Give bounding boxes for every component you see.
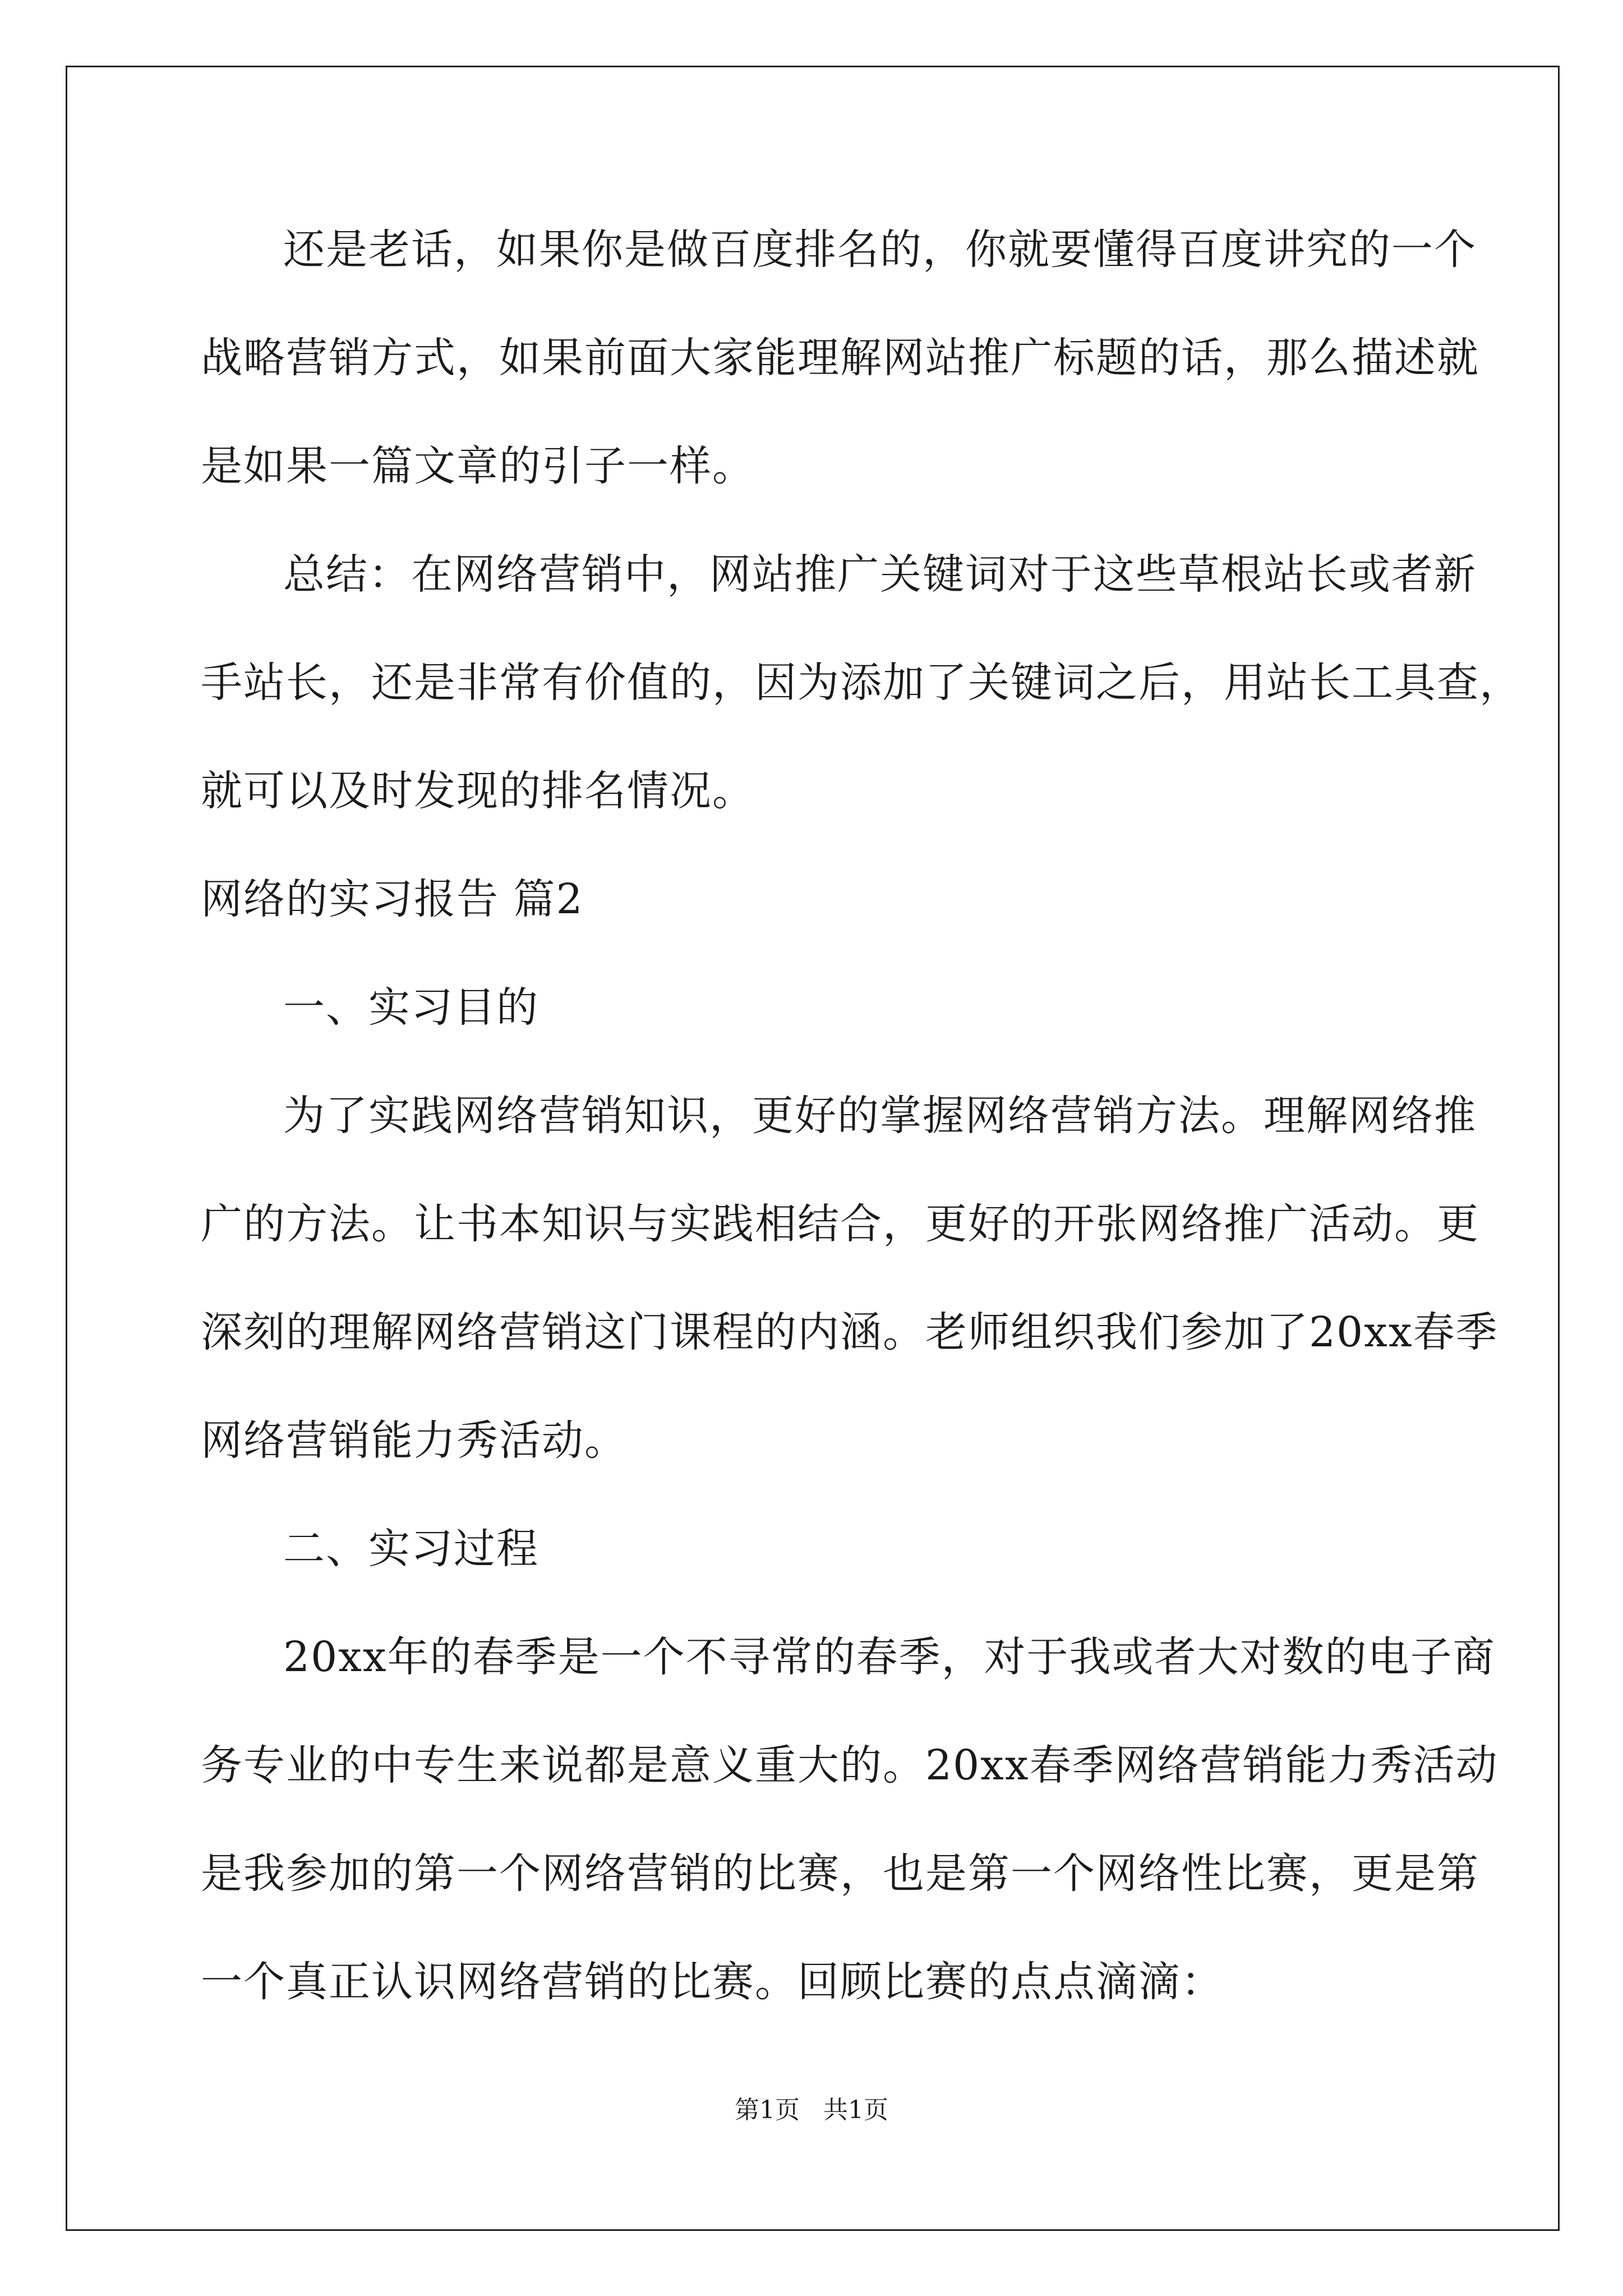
paragraph-line: 深刻的理解网络营销这门课程的内涵。老师组织我们参加了20xx春季 — [201, 1308, 1498, 1356]
paragraph-line: 一个真正认识网络营销的比赛。回顾比赛的点点滴滴： — [201, 1958, 1224, 2006]
paragraph-line: 就可以及时发现的排名情况。 — [201, 767, 755, 815]
page-footer: 第1页 共1页 — [735, 2096, 888, 2124]
paragraph-line: 广的方法。让书本知识与实践相结合，更好的开张网络推广活动。更 — [201, 1200, 1479, 1248]
paragraph-line: 战略营销方式，如果前面大家能理解网站推广标题的话，那么描述就 — [201, 334, 1479, 382]
paragraph-line: 是如果一篇文章的引子一样。 — [201, 442, 755, 490]
section-heading: 网络的实习报告 篇2 — [201, 875, 584, 923]
subsection-heading: 一、实习目的 — [283, 983, 539, 1032]
page-frame — [66, 66, 1560, 2231]
paragraph-line: 务专业的中专生来说都是意义重大的。20xx春季网络营销能力秀活动 — [201, 1741, 1498, 1789]
paragraph-line: 是我参加的第一个网络营销的比赛，也是第一个网络性比赛，更是第 — [201, 1849, 1479, 1898]
paragraph-line: 为了实践网络营销知识，更好的掌握网络营销方法。理解网络推 — [283, 1092, 1477, 1140]
subsection-heading: 二、实习过程 — [283, 1525, 539, 1573]
paragraph-line: 还是老话，如果你是做百度排名的，你就要懂得百度讲究的一个 — [283, 226, 1477, 274]
paragraph-line: 总结：在网络营销中，网站推广关键词对于这些草根站长或者新 — [283, 550, 1477, 599]
paragraph-line: 手站长，还是非常有价值的，因为添加了关键词之后，用站长工具查， — [201, 659, 1522, 707]
paragraph-line: 网络营销能力秀活动。 — [201, 1416, 627, 1465]
paragraph-line: 20xx年的春季是一个不寻常的春季，对于我或者大对数的电子商 — [283, 1633, 1496, 1681]
